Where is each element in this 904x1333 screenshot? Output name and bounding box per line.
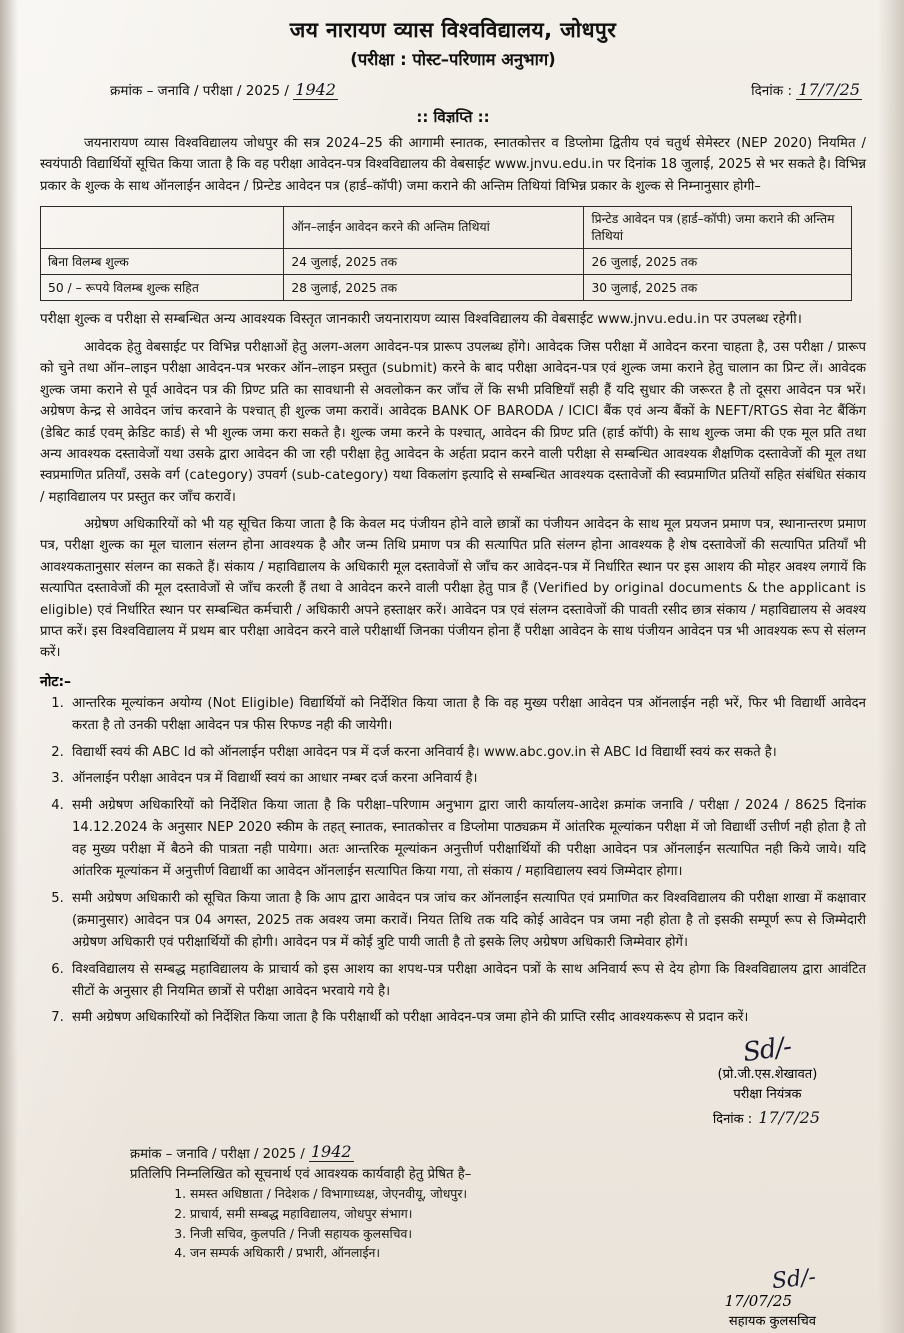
signature-date	[713, 1106, 822, 1130]
note-text: विद्यार्थी स्वयं की ABC Id को ऑनलाईन परीक्षा आवेदन पत्र में दर्ज करना अनिवार्य है। www.abc.gov.in से ABC Id विद्यार्थी स्वयं कर सकते है।	[72, 744, 777, 760]
signature-scribble: Sd/-	[741, 1032, 794, 1069]
copy-recipient: 4. जन सम्पर्क अधिकारी / प्रभारी, ऑनलाईन।	[190, 1244, 866, 1263]
signatory-name: (प्रो.जी.एस.शेखावत)	[717, 1067, 818, 1083]
intro-paragraph: जयनारायण व्यास विश्वविद्यालय जोधपुर की सत्र 2024–25 की आगामी स्नातक, स्नातकोत्तर व डिप्लोमा द्वितीय एवं चतुर्थ सेमेस्टर (NEP 2020) नियमित / स्वयंपाठी विद्यार्थियों सूचित किया जाता है कि वह परीक्षा आवेदन-पत्र विश्वविद्यालय की वेबसाईट www.jnvu.edu.in पर दिनांक 18 जुलाई, 2025 से भर सकते है। विभिन्न प्रकार के शुल्क के साथ ऑनलाईन आवेदन / प्रिन्टेड आवेदन पत्र (हार्ड–कॉपी) जमा कराने की अन्तिम तिथियां विभिन्न प्रकार के शुल्क से निम्नानुसार होगी–	[40, 136, 866, 194]
reference-row	[30, 80, 876, 99]
copy-recipient: 1. समस्त अधिष्ठाता / निदेशक / विभागाध्यक्ष, जेएनवीयू, जोधपुर।	[190, 1185, 866, 1204]
paragraph-block-2	[30, 337, 876, 508]
table-header-hardcopy: प्रिन्टेड आवेदन पत्र (हार्ड–कॉपी) जमा कराने की अन्तिम तिथियां	[584, 207, 852, 249]
note-text: समी अग्रेषण अधिकारी को सूचित किया जाता है कि आप द्वारा आवेदन पत्र जांच कर ऑनलाईन सत्यापित एवं प्रमाणित कर विश्वविद्यालय की परीक्षा शाखा में कक्षावार (क्रमानुसार) आवेदन पत्र 04 अगस्त, 2025 तक अवश्य जमा करावें। नियत तिथि तक यदि कोई आवेदन पत्र जमा नही होता है तो इसकी सम्पूर्ण रूप से जिम्मेदारी अग्रेषण अधिकारी एवं परीक्षार्थियों की होगी। आवेदन पत्र में कोई त्रुटि पायी जाती है तो इसके लिए अग्रेषण अधिकारी जिम्मेवार होगें।	[72, 890, 866, 950]
table-header-row	[41, 207, 852, 249]
row-online-date: 24 जुलाई, 2025 तक	[284, 249, 584, 275]
table-header-online: ऑन–लाईन आवेदन करने की अन्तिम तिथियां	[284, 207, 584, 249]
row-online-date: 28 जुलाई, 2025 तक	[284, 275, 584, 301]
signatory-designation: परीक्षा नियंत्रक	[733, 1086, 802, 1102]
note-item	[68, 959, 866, 1003]
note-text: समी अग्रेषण अधिकारियों को निर्देशित किया जाता है कि परीक्षार्थी को परीक्षा आवेदन-पत्र जमा होने की प्राप्ति रसीद आवश्यकरूप से प्रदान करें।	[72, 1010, 749, 1026]
footer-block	[30, 1142, 876, 1262]
note-text: आन्तरिक मूल्यांकन अयोग्य (Not Eligible) विद्यार्थियों को निर्देशित किया जाता है कि वह मुख्य परीक्षा आवेदन पत्र ऑनलाईन नही भरें, फिर भी विद्यार्थी आवेदन करता है तो उनकी परीक्षा आवेदन पत्र फीस रिफण्ड नही की जायेगी।	[72, 695, 866, 733]
table-row	[41, 249, 852, 275]
footer-reference-label: क्रमांक – जनावि / परीक्षा / 2025 /	[130, 1147, 305, 1163]
intro-paragraph-block	[30, 133, 876, 197]
footer-reference-row	[130, 1142, 866, 1162]
note-text: ऑनलाईन परीक्षा आवेदन पत्र में विद्यार्थी स्वयं का आधार नम्बर दर्ज करना अनिवार्य है।	[72, 771, 478, 787]
signature-date-label: दिनांक :	[712, 1112, 753, 1128]
note-item	[68, 888, 866, 954]
note-text: समी अग्रेषण अधिकारियों को निर्देशित किया जाता है कि परीक्षा–परिणाम अनुभाग द्वारा जारी कार्यालय-आदेश क्रमांक जनावि / परीक्षा / 2024 / 8625 दिनांक 14.12.2024 के अनुसार NEP 2020 स्कीम के तहत् स्नातक, स्नातकोत्तर व डिप्लोमा पाठ्यक्रम में आंतरिक मूल्यांकन परीक्षा में जो विद्यार्थी उत्तीर्ण नही होता है तो वह मुख्य परीक्षा में बैठने की पात्रता नही पायेगा। अतः आन्तरिक मूल्यांकन अनुत्तीर्ण परीक्षार्थियों की परीक्षा आवेदन पत्र ऑनलाईन सत्यापित नही किये जाये। यदि आंतरिक मूल्यांकन में अनुत्तीर्ण विद्यार्थी का आवेदन ऑनलाईन सत्यापित किया गया, तो संकाय / महाविद्यालय स्वयं जिम्मेदार होगा।	[72, 798, 866, 880]
bottom-signatory-designation: सहायक कुलसचिव	[728, 1313, 816, 1329]
table-row	[41, 275, 852, 301]
row-label: बिना विलम्ब शुल्क	[41, 249, 284, 275]
bottom-signature-block	[30, 1264, 876, 1329]
copy-recipient: 3. निजी सचिव, कुलपति / निजी सहायक कुलसचिव।	[190, 1225, 866, 1244]
signature-block	[30, 1032, 876, 1130]
note-item	[68, 693, 866, 737]
reference-number: 1942	[295, 80, 336, 99]
section-name: (परीक्षा : पोस्ट–परिणाम अनुभाग)	[350, 50, 556, 69]
note-item	[68, 1007, 866, 1029]
document-header	[30, 16, 876, 70]
table-header-blank	[41, 207, 284, 249]
row-hardcopy-date: 30 जुलाई, 2025 तक	[584, 275, 852, 301]
paragraph-3: अग्रेषण अधिकारियों को भी यह सूचित किया जाता है कि केवल मद पंजीयन होने वाले छात्रों का पंजीयन आवेदन के साथ मूल प्रयजन प्रमाण पत्र, स्थानान्तरण प्रमाण पत्र, परीक्षा शुल्क का मूल चालान संलग्न होना आवश्यक है और जन्म तिथि प्रमाण पत्र की सत्यापित प्रति संलग्न होना आवश्यक है शेष दस्तावेजों की सत्यापित प्रतियाँ भी आवश्यकतानुसार संलग्न का सकते हैं। संकाय / महाविद्यालय के अधिकारी मूल दस्तावेजों से जाँच कर आवेदन-पत्र में निर्धारित स्थान पर इस आशय की मोहर अवश्य लगायें कि सत्यापित दस्तावेजों की मूल दस्तावेजों से जाँच करली हैं तथा वे आवेदन करने वाली परीक्षा हेतु पात्र हैं (Verified by original documents & the applicant is eligible) एवं निर्धारित स्थान पर सम्बन्धित कर्मचारी / अधिकारी अपने हस्ताक्षर करें। आवेदन पत्र एवं संलग्न दस्तावेजों की पावती रसीद छात्र संकाय / महाविद्यालय से अवश्य प्राप्त करें। इस विश्वविद्यालय में प्रथम बार परीक्षा आवेदन करने वाले परीक्षार्थी जिनका पंजीयन होना हैं परीक्षा आवेदन के साथ पंजीयन आवेदन पत्र भी आवश्यक रूप से संलग्न करें।	[40, 517, 866, 661]
paragraph-2: आवेदक हेतु वेबसाईट पर विभिन्न परीक्षाओं हेतु अलग-अलग आवेदन-पत्र प्रारूप उपलब्ध होंगे। आवेदक जिस परीक्षा में आवेदन करना चाहता है, उस परीक्षा / प्रारूप को चुने तथा ऑन–लाइन परीक्षा आवेदन-पत्र भरकर ऑन–लाइन प्रस्तुत (submit) करने के बाद परीक्षा आवेदन-पत्र एवं शुल्क जमा कराने हेतु चालान का प्रिन्ट लें। आवेदक शुल्क जमा कराने से पूर्व आवेदन पत्र की प्रिण्ट प्रति का सावधानी से अवलोकन कर जाँच लें कि सभी प्रविष्टियाँ सही हैं यदि सुधार की जरूरत है तो दूसरा आवेदन पत्र भरें। अग्रेषण केन्द्र से आवेदन जांच करवाने के पश्चात् ही शुल्क जमा करावें। आवेदक BANK OF BARODA / ICICI बैंक एवं अन्य बैंकों के NEFT/RTGS सेवा नेट बैंकिंग (डेबिट कार्ड एवम् क्रेडिट कार्ड) से भी शुल्क जमा करा सकते है। शुल्क जमा करने के पश्चात्, आवेदन की प्रिण्ट प्रति (हार्ड कॉपी) के साथ शुल्क जमा की एक मूल प्रति तथा अन्य आवश्यक दस्तावेजों यथा उसके द्वारा आवेदन की जा रही परीक्षा हेतु आवेदन के अर्हता प्रदान करने वाली परीक्षा से सम्बन्धित आवश्यक शैक्षणिक दस्तावेजों की मूल तथा स्वप्रमाणित प्रतियाँ, उसके वर्ग (category) उपवर्ग (sub-category) यथा विकलांग इत्यादि से सम्बन्धित आवश्यक दस्तावेजों की स्वप्रमाणित प्रतियों सहित संबंधित संकाय / महाविद्यालय पर प्रस्तुत कर जाँच करावें।	[40, 340, 866, 505]
reference-number-group	[110, 80, 338, 99]
date-value: 17/7/25	[798, 80, 860, 99]
copy-recipient: 2. प्राचार्य, समी सम्बद्ध महाविद्यालय, जोधपुर संभाग।	[190, 1205, 866, 1224]
fee-deadline-table	[40, 206, 852, 301]
note-item	[68, 795, 866, 883]
date-label: दिनांक :	[751, 83, 793, 99]
reference-label: क्रमांक – जनावि / परीक्षा / 2025 /	[110, 83, 289, 99]
university-name: जय नारायण व्यास विश्वविद्यालय, जोधपुर	[289, 18, 617, 42]
website-note: परीक्षा शुल्क व परीक्षा से सम्बन्धित अन्य आवश्यक विस्तृत जानकारी जयनारायण व्यास विश्वविद्यालय की वेबसाईट www.jnvu.edu.in पर उपलब्ध रहेगी।	[40, 311, 802, 328]
bottom-signature-date: 17/07/25	[724, 1291, 792, 1310]
copy-line: प्रतिलिपि निम्नलिखित को सूचनार्थ एवं आवश्यक कार्यवाही हेतु प्रेषित है–	[130, 1167, 472, 1183]
copy-recipients-list	[130, 1185, 866, 1262]
signature-date-value: 17/7/25	[758, 1108, 820, 1128]
notes-list	[42, 693, 866, 1030]
notice-title: :: विज्ञप्ति ::	[416, 108, 490, 126]
footer-reference-number: 1942	[310, 1142, 352, 1162]
notes-heading: नोट:–	[40, 673, 72, 690]
note-text: विश्वविद्यालय से सम्बद्ध महाविद्यालय के प्राचार्य को इस आशय का शपथ-पत्र परीक्षा आवेदन पत्रों के साथ अनिवार्य रूप से देय होगा कि विश्वविद्यालय द्वारा आवंटित सीटों के अनुसार ही नियमित छात्रों से परीक्षा आवेदन भरवाये गये है।	[72, 961, 866, 999]
date-group	[751, 80, 862, 99]
note-item	[68, 768, 866, 790]
paragraph-block-3	[30, 514, 876, 664]
row-label: 50 / – रूपये विलम्ब शुल्क सहित	[41, 275, 284, 301]
bottom-signature-scribble: Sd/-	[770, 1264, 818, 1295]
row-hardcopy-date: 26 जुलाई, 2025 तक	[584, 249, 852, 275]
note-item	[68, 742, 866, 764]
